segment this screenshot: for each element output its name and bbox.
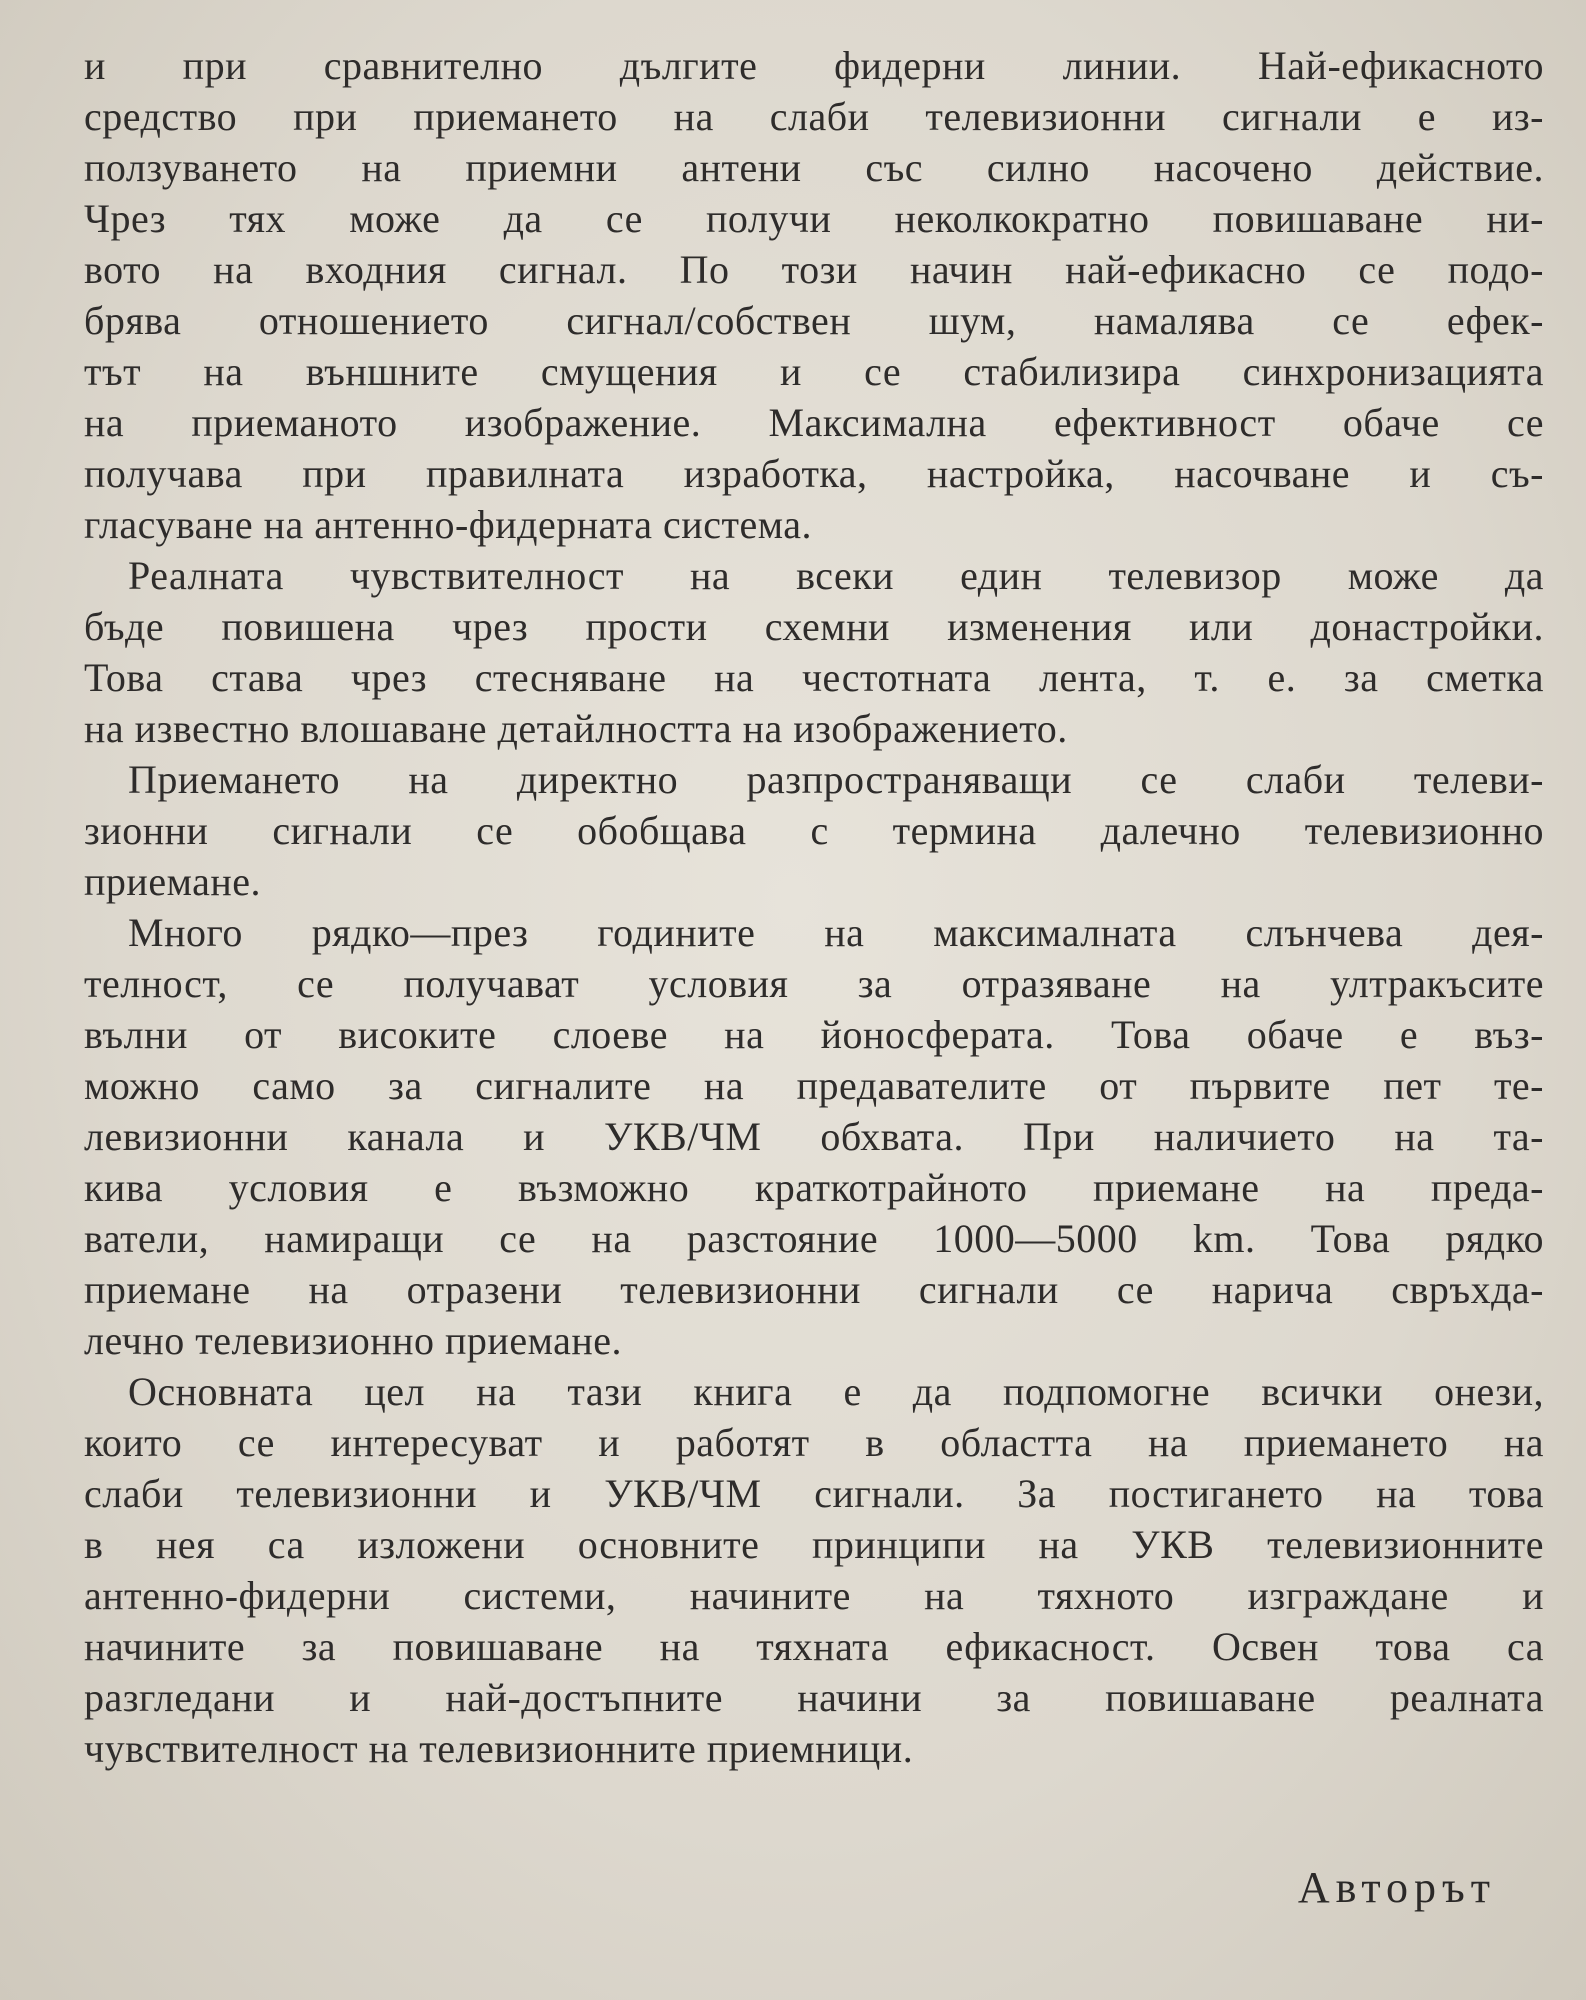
text-line: приемане. (84, 859, 262, 904)
text-line: телност, се получават условия за отразяване на ултракъсите (84, 961, 1544, 1006)
author-signature: Авторът (1297, 1863, 1496, 1912)
text-line: на приеманото изображение. Максимална ефективност обаче се (84, 400, 1544, 445)
paragraph (84, 907, 1544, 1366)
text-line: в нея са изложени основните принципи на УКВ телевизионните (84, 1522, 1544, 1567)
body-text (84, 40, 1544, 1774)
text-line: които се интересуват и работят в областта на приемането на (84, 1420, 1544, 1465)
text-line: ватели, намиращи се на разстояние 1000—5000 km. Това рядко (84, 1216, 1544, 1261)
text-line: приемане на отразени телевизионни сигнали се нарича свръхда- (84, 1267, 1544, 1312)
text-line: бъде повишена чрез прости схемни изменения или донастройки. (84, 604, 1544, 649)
text-line: ползуването на приемни антени със силно насочено действие. (84, 145, 1544, 190)
paragraph (84, 754, 1544, 907)
text-line: средство при приемането на слаби телевизионни сигнали е из- (84, 94, 1544, 139)
text-line: чувствителност на телевизионните приемници. (84, 1726, 914, 1771)
text-line: Чрез тях може да се получи неколкократно повишаване ни- (84, 196, 1544, 241)
text-line: можно само за сигналите на предавателите от първите пет те- (84, 1063, 1544, 1108)
paragraph (84, 1366, 1544, 1774)
text-line: Много рядко—през годините на максималната слънчева дея- (128, 910, 1544, 955)
text-line: кива условия е възможно краткотрайното приемане на преда- (84, 1165, 1544, 1210)
text-line: слаби телевизионни и УКВ/ЧМ сигнали. За постигането на това (84, 1471, 1544, 1516)
text-line: на известно влошаване детайлността на изображението. (84, 706, 1068, 751)
paragraph (84, 550, 1544, 754)
text-line: Това става чрез стесняване на честотната лента, т. е. за сметка (84, 655, 1544, 700)
text-line: брява отношението сигнал/собствен шум, намалява се ефек- (84, 298, 1544, 343)
text-line: гласуване на антенно-фидерната система. (84, 502, 812, 547)
text-line: антенно-фидерни системи, начините на тяхното изграждане и (84, 1573, 1544, 1618)
paragraph (84, 40, 1544, 550)
text-line: Реалната чувствителност на всеки един телевизор може да (128, 553, 1544, 598)
text-line: левизионни канала и УКВ/ЧМ обхвата. При наличието на та- (84, 1114, 1544, 1159)
text-line: тът на външните смущения и се стабилизира синхронизацията (84, 349, 1544, 394)
text-line: и при сравнително дългите фидерни линии. Най-ефикасното (84, 43, 1544, 88)
text-line: Приемането на директно разпространяващи се слаби телеви- (128, 757, 1544, 802)
text-line: вълни от високите слоеве на йоносферата. Това обаче е въз- (84, 1012, 1544, 1057)
text-line: начините за повишаване на тяхната ефикасност. Освен това са (84, 1624, 1544, 1669)
text-line: получава при правилната изработка, настройка, насочване и съ- (84, 451, 1544, 496)
text-line: Основната цел на тази книга е да подпомогне всички онези, (128, 1369, 1544, 1414)
text-line: разгледани и най-достъпните начини за повишаване реалната (84, 1675, 1544, 1720)
text-line: вото на входния сигнал. По този начин най-ефикасно се подо- (84, 247, 1544, 292)
text-line: зионни сигнали се обобщава с термина далечно телевизионно (84, 808, 1544, 853)
text-line: лечно телевизионно приемане. (84, 1318, 623, 1363)
